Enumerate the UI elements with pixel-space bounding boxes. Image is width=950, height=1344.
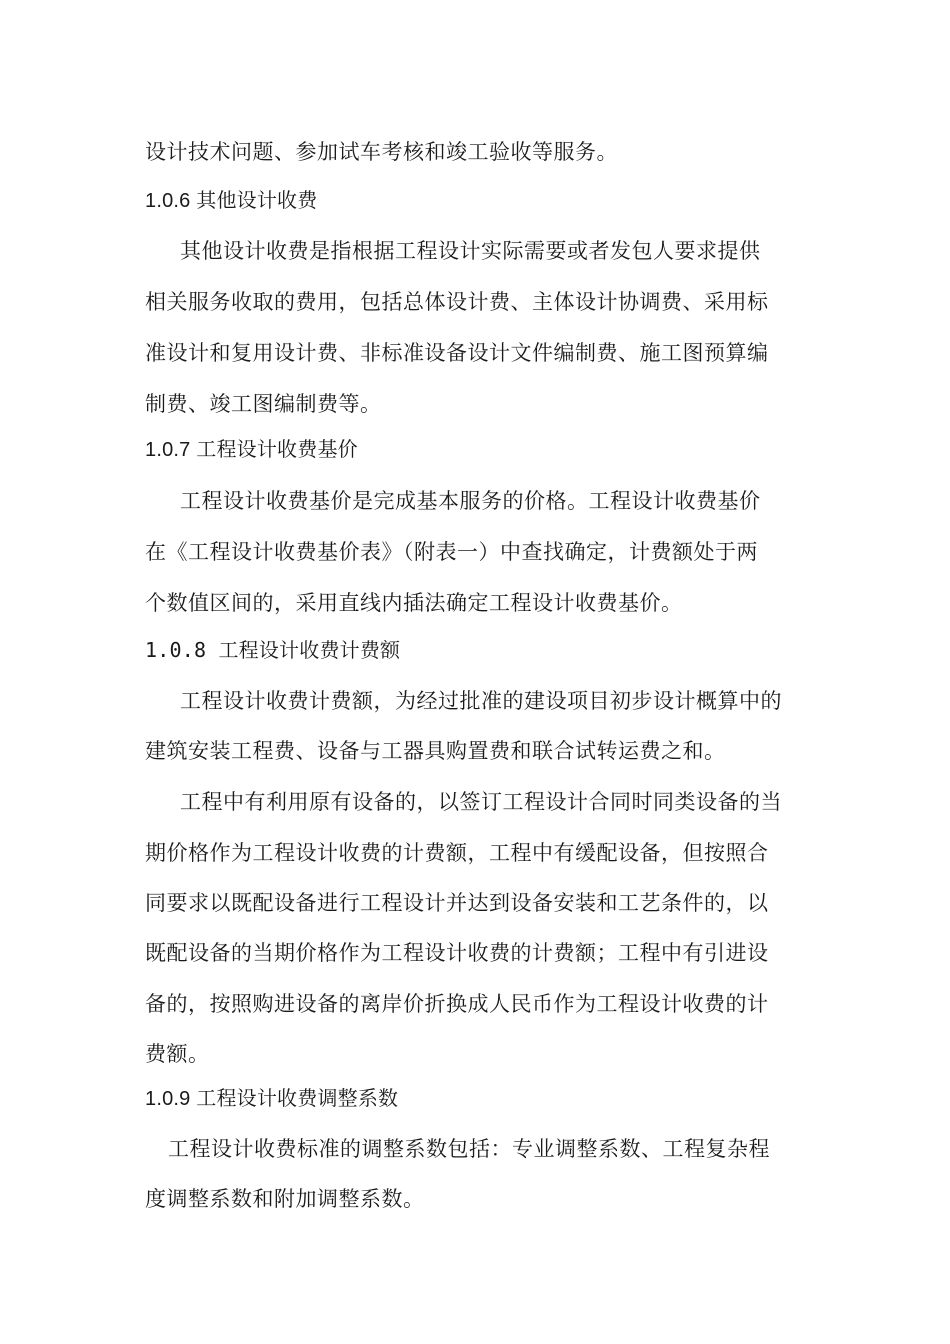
section-heading-1-0-6: 1.0.6 其他设计收费 (145, 190, 318, 212)
paragraph-line: 备的，按照购进设备的离岸价折换成人民币作为工程设计收费的计 (145, 992, 769, 1016)
paragraph-line: 制费、竣工图编制费等。 (145, 392, 382, 416)
paragraph-line: 度调整系数和附加调整系数。 (145, 1187, 425, 1211)
paragraph-line: 费额。 (145, 1042, 210, 1066)
paragraph-line: 工程设计收费标准的调整系数包括：专业调整系数、工程复杂程 (168, 1137, 770, 1161)
paragraph-line: 既配设备的当期价格作为工程设计收费的计费额；工程中有引进设 (145, 941, 769, 965)
paragraph-line: 建筑安装工程费、设备与工器具购置费和联合试转运费之和。 (145, 739, 726, 763)
section-heading-1-0-9: 1.0.9 工程设计收费调整系数 (145, 1088, 399, 1110)
paragraph-line: 工程设计收费计费额，为经过批准的建设项目初步设计概算中的 (180, 689, 782, 713)
paragraph-line: 期价格作为工程设计收费的计费额，工程中有缓配设备，但按照合 (145, 841, 769, 865)
paragraph-line: 准设计和复用设计费、非标准设备设计文件编制费、施工图预算编 (145, 341, 769, 365)
paragraph-line: 相关服务收取的费用，包括总体设计费、主体设计协调费、采用标 (145, 290, 769, 314)
paragraph-line: 工程中有利用原有设备的，以签订工程设计合同时同类设备的当 (180, 790, 782, 814)
section-heading-1-0-7: 1.0.7 工程设计收费基价 (145, 439, 358, 461)
paragraph-line: 同要求以既配设备进行工程设计并达到设备安装和工艺条件的，以 (145, 891, 769, 915)
section-heading-1-0-8: 1.0.8 工程设计收费计费额 (145, 638, 401, 662)
paragraph-line: 设计技术问题、参加试车考核和竣工验收等服务。 (145, 140, 618, 164)
paragraph-line: 在《工程设计收费基价表》（附表一）中查找确定，计费额处于两 (145, 540, 758, 564)
paragraph-line: 其他设计收费是指根据工程设计实际需要或者发包人要求提供 (180, 239, 761, 263)
paragraph-line: 个数值区间的，采用直线内插法确定工程设计收费基价。 (145, 591, 683, 615)
paragraph-line: 工程设计收费基价是完成基本服务的价格。工程设计收费基价 (180, 489, 761, 513)
